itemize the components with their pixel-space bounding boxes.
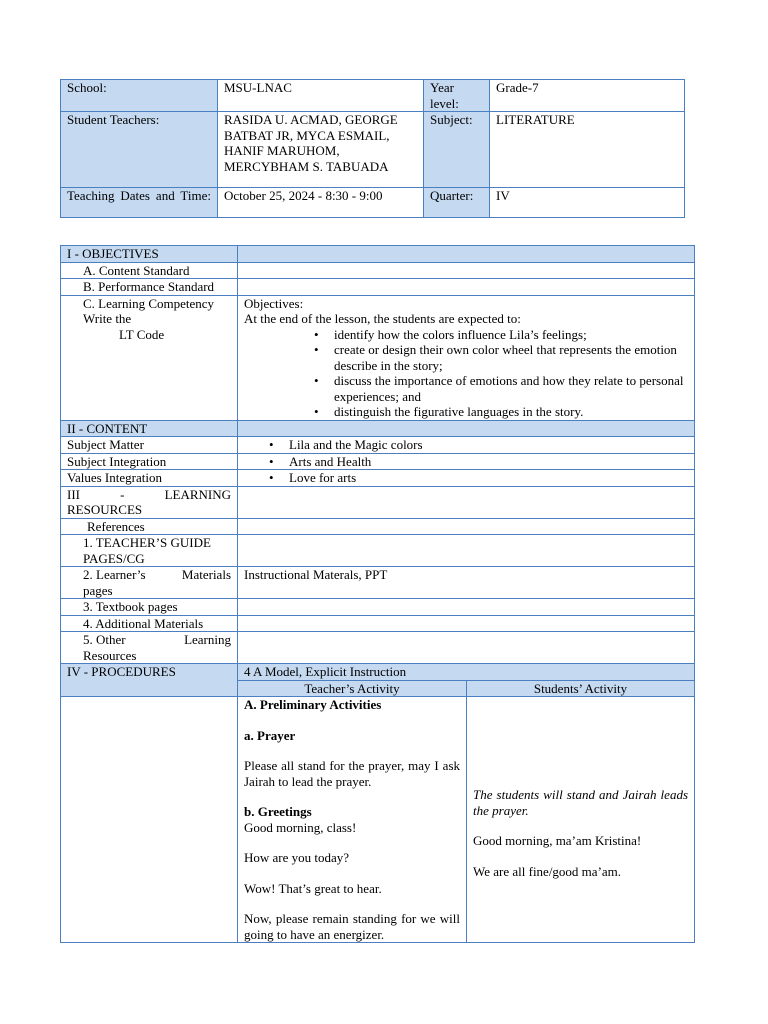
teachers-guide-label: 1. TEACHER’S GUIDE PAGES/CG <box>61 535 238 567</box>
resources-header-part: RESOURCES <box>67 502 143 517</box>
procedures-model: 4 A Model, Explicit Instruction <box>238 664 695 681</box>
prayer-title: a. Prayer <box>244 727 296 743</box>
year-level-label: Year level: <box>424 80 490 112</box>
objectives-cell <box>238 295 695 420</box>
values-integration-label: Values Integration <box>61 470 238 487</box>
greeting-response: Good morning, ma’am Kristina! <box>473 833 642 848</box>
greeting-text: Now, please remain standing for we will going to have an energizer. <box>244 911 460 942</box>
performance-standard-label: B. Performance Standard <box>61 279 238 296</box>
learning-competency-label <box>61 295 238 420</box>
teaching-dates-label: Teaching Dates and Time: <box>61 188 218 218</box>
school-label: School: <box>61 80 218 112</box>
greeting-text: How are you today? <box>244 850 350 865</box>
learning-competency-text: C. Learning Competency Write the <box>83 295 215 326</box>
subject-value: LITERATURE <box>490 112 685 188</box>
textbook-pages-label: 3. Textbook pages <box>61 599 238 616</box>
student-activity-header: Students’ Activity <box>467 680 695 697</box>
subject-matter-label: Subject Matter <box>61 437 238 454</box>
greeting-text: Good morning, class! <box>244 819 357 835</box>
additional-materials-value <box>238 615 695 632</box>
learners-materials-part: Materials <box>181 567 231 582</box>
learners-materials-value: Instructional Materals, PPT <box>238 567 695 599</box>
fine-response: We are all fine/good ma’am. <box>473 863 622 879</box>
lt-code-text: LT Code <box>119 326 165 342</box>
resources-header-part: LEARNING <box>164 486 231 502</box>
subject-matter-cell <box>238 437 695 454</box>
resources-header-part: III <box>67 486 80 502</box>
learners-materials-part: 2. Learner’s <box>83 567 146 582</box>
other-resources-part: Learning <box>184 632 231 647</box>
year-level-value: Grade-7 <box>490 80 685 112</box>
learners-materials-label <box>61 567 238 599</box>
greeting-text: Wow! That’s great to hear. <box>244 880 382 896</box>
procedures-left-blank <box>61 697 238 943</box>
references-label: References <box>61 518 238 535</box>
performance-standard-value <box>238 279 695 296</box>
subject-integration-label: Subject Integration <box>61 453 238 470</box>
prayer-text: Please all stand for the prayer, may I ask Jairah to lead the prayer. <box>244 758 460 789</box>
content-header-blank <box>238 420 695 437</box>
objective-item: • create or design their own color wheel that represents the emotion describe in the story; <box>244 342 688 373</box>
teachers-guide-value <box>238 535 695 567</box>
lesson-info-table <box>60 79 685 218</box>
teacher-activity-cell <box>238 697 467 943</box>
student-teachers-label: Student Teachers: <box>61 112 218 188</box>
values-integration-value: • Love for arts <box>244 470 688 486</box>
references-value <box>238 518 695 535</box>
other-resources-part: 5. Other <box>83 632 126 647</box>
quarter-value: IV <box>490 188 685 218</box>
content-standard-value <box>238 262 695 279</box>
subject-label: Subject: <box>424 112 490 188</box>
school-value: MSU-LNAC <box>218 80 424 112</box>
teacher-activity-header: Teacher’s Activity <box>238 680 467 697</box>
learners-materials-part: pages <box>83 582 113 598</box>
other-resources-value <box>238 632 695 664</box>
student-teachers-value: RASIDA U. ACMAD, GEORGE BATBAT JR, MYCA ESMAIL, HANIF MARUHOM, MERCYBHAM S. TABUADA <box>218 112 424 188</box>
subject-matter-value: • Lila and the Magic colors <box>244 437 688 453</box>
objectives-intro: At the end of the lesson, the students are expected to: <box>244 311 521 326</box>
subject-integration-cell <box>238 453 695 470</box>
objectives-list <box>244 327 688 420</box>
content-header: II - CONTENT <box>61 420 238 437</box>
greetings-title: b. Greetings <box>244 804 312 819</box>
objectives-header: I - OBJECTIVES <box>61 246 238 263</box>
lesson-plan-table <box>60 245 695 943</box>
procedures-header: IV - PROCEDURES <box>61 664 238 697</box>
subject-integration-value: • Arts and Health <box>244 454 688 470</box>
learning-resources-header <box>61 486 238 518</box>
student-activity-cell <box>467 697 695 943</box>
additional-materials-label: 4. Additional Materials <box>61 615 238 632</box>
objectives-title: Objectives: <box>244 295 304 311</box>
teaching-dates-value: October 25, 2024 - 8:30 - 9:00 <box>218 188 424 218</box>
objective-item: • identify how the colors influence Lila’s feelings; <box>244 327 688 343</box>
objectives-header-blank <box>238 246 695 263</box>
values-integration-cell <box>238 470 695 487</box>
prayer-response: The students will stand and Jairah leads the prayer. <box>473 787 688 818</box>
objective-item: • distinguish the figurative languages in the story. <box>244 404 688 420</box>
other-resources-part: Resources <box>83 647 137 663</box>
quarter-label: Quarter: <box>424 188 490 218</box>
textbook-pages-value <box>238 599 695 616</box>
resources-header-part: - <box>120 486 125 502</box>
content-standard-label: A. Content Standard <box>61 262 238 279</box>
preliminary-activities-title: A. Preliminary Activities <box>244 697 382 712</box>
learning-resources-blank <box>238 486 695 518</box>
other-resources-label <box>61 632 238 664</box>
objective-item: • discuss the importance of emotions and how they relate to personal experiences; and <box>244 373 688 404</box>
